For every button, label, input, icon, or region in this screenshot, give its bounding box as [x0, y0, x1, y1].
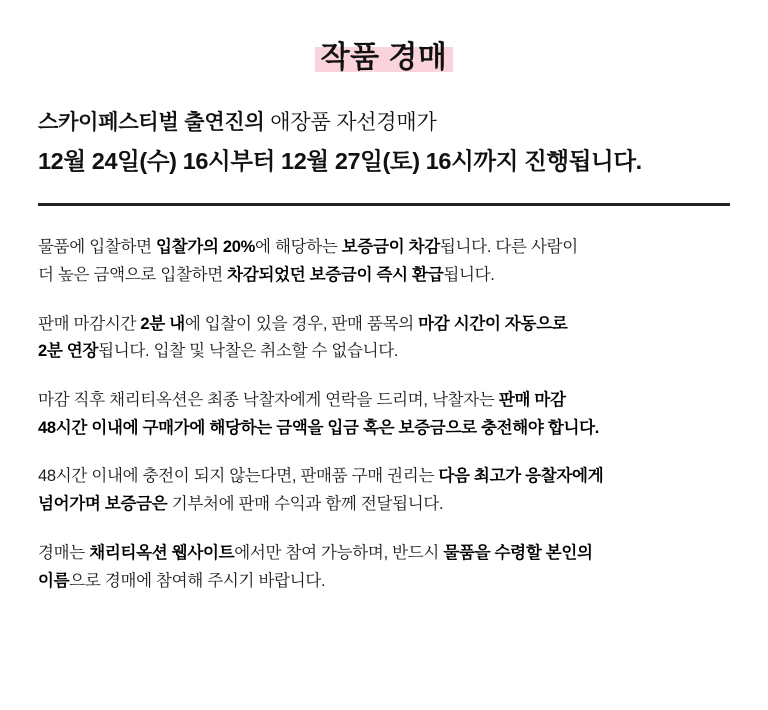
emphasis-text: 채리티옥션 웹사이트 [89, 543, 235, 562]
emphasis-text: 이름 [38, 571, 70, 590]
notice-body [38, 234, 730, 595]
notice-paragraph [38, 387, 730, 442]
lead-paragraph [38, 106, 730, 180]
emphasis-text: 보증금이 차감 [341, 238, 440, 257]
body-text: 으로 경매에 참여해 주시기 바랍니다. [69, 571, 326, 590]
body-text: 48시간 이내에 충전이 되지 않는다면, 판매품 구매 권리는 [38, 467, 439, 486]
notice-paragraph [38, 311, 730, 366]
lead-line-1 [38, 106, 730, 140]
notice-paragraph [38, 234, 730, 289]
page-title [315, 38, 454, 76]
body-text: 기부처에 판매 수익과 함께 전달됩니다. [167, 495, 444, 514]
notice-paragraph [38, 463, 730, 518]
emphasis-text: 차감되었던 보증금이 즉시 환급 [227, 265, 444, 284]
body-text: 더 높은 금액으로 입찰하면 [38, 265, 228, 284]
emphasis-text: 판매 마감 [498, 390, 566, 409]
body-text: 마감 직후 채리티옥션은 최종 낙찰자에게 연락을 드리며, 낙찰자는 [38, 390, 499, 409]
body-text: 에 해당하는 [255, 238, 342, 257]
body-text: 됩니다. 입찰 및 낙찰은 취소할 수 없습니다. [98, 342, 399, 361]
emphasis-text: 2분 연장 [38, 342, 99, 361]
body-text: 에 입찰이 있을 경우, 판매 품목의 [184, 314, 419, 333]
emphasis-text: 넘어가며 보증금은 [38, 495, 168, 514]
body-text: 판매 마감시간 [38, 314, 141, 333]
emphasis-text: 물품을 수령할 본인의 [443, 543, 593, 562]
page-title-wrapper [38, 0, 730, 76]
body-text: 됩니다. 다른 사람이 [439, 238, 578, 257]
lead-line-1-bold: 스카이페스티벌 출연진의 [38, 111, 265, 134]
emphasis-text: 2분 내 [140, 314, 185, 333]
notice-paragraph [38, 540, 730, 595]
page-title-text: 작품 경매 [320, 41, 448, 74]
lead-line-2: 12월 24일(수) 16시부터 12월 27일(토) 16시까지 진행됩니다. [38, 148, 642, 175]
emphasis-text: 입찰가의 20% [156, 238, 256, 257]
body-text: 에서만 참여 가능하며, 반드시 [234, 543, 444, 562]
emphasis-text: 마감 시간이 자동으로 [418, 314, 568, 333]
body-text: 됩니다. [443, 265, 495, 284]
horizontal-divider [38, 203, 730, 206]
emphasis-text: 다음 최고가 응찰자에게 [438, 467, 604, 486]
lead-line-1-rest: 애장품 자선경매가 [264, 111, 437, 134]
emphasis-text: 48시간 이내에 구매가에 해당하는 금액을 입금 혹은 보증금으로 충전해야 합니다. [38, 418, 600, 437]
body-text: 물품에 입찰하면 [38, 238, 157, 257]
body-text: 경매는 [38, 543, 90, 562]
